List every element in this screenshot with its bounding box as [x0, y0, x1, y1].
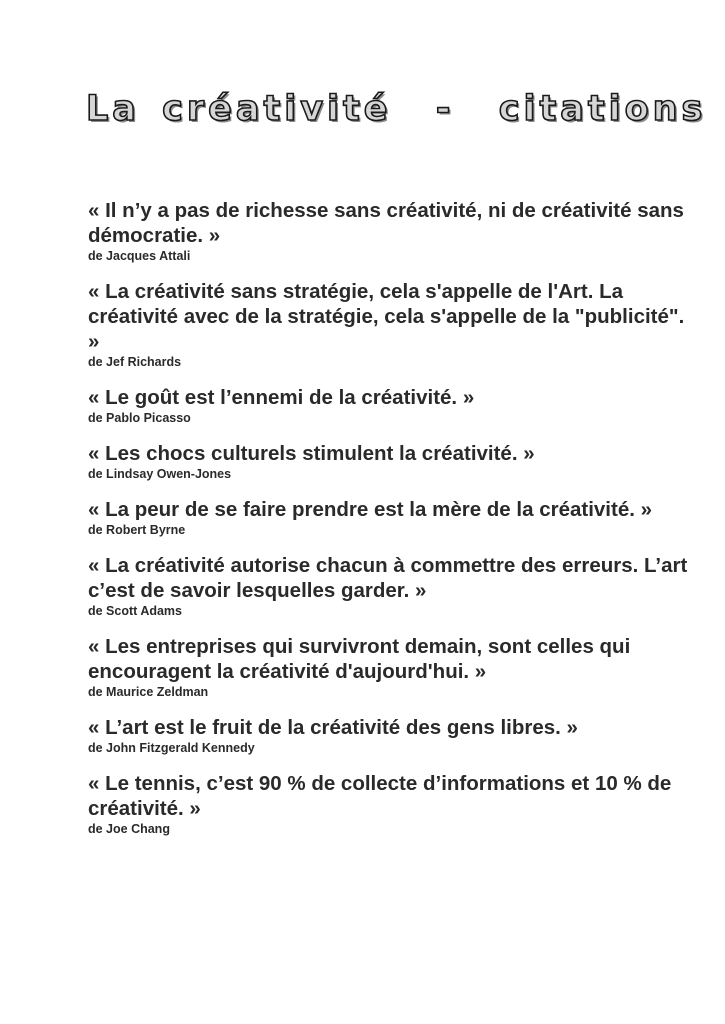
quote-author: de Lindsay Owen-Jones: [88, 467, 232, 481]
quote-list: [88, 198, 688, 852]
quote-author: de Maurice Zeldman: [88, 685, 209, 699]
quote-item: [88, 198, 688, 264]
quote-author: de Robert Byrne: [88, 523, 186, 537]
quote-text: « Le tennis, c’est 90 % de collecte d’informations et 10 % de créativité. »: [88, 772, 672, 820]
quote-text: « L’art est le fruit de la créativité des gens libres. »: [88, 716, 578, 739]
quote-author: de Pablo Picasso: [88, 411, 191, 425]
quote-text: « Les entreprises qui survivront demain, sont celles qui encouragent la créativité d'aujourd'hui. »: [88, 635, 631, 683]
quote-text: « Le goût est l’ennemi de la créativité. »: [88, 386, 475, 409]
quote-author: de Joe Chang: [88, 822, 170, 836]
quote-item: [88, 634, 688, 700]
quote-item: [88, 497, 688, 538]
quote-text: « La créativité sans stratégie, cela s'appelle de l'Art. La créativité avec de la stratégie, cela s'appelle de la "publicité". »: [88, 280, 685, 353]
quote-item: [88, 771, 688, 837]
quote-author: de John Fitzgerald Kennedy: [88, 741, 255, 755]
page-title: La créativité - citations: [86, 89, 707, 129]
quote-item: [88, 441, 688, 482]
quote-author: de Jef Richards: [88, 355, 182, 369]
quote-item: [88, 279, 688, 370]
quote-text: « La créativité autorise chacun à commettre des erreurs. L’art c’est de savoir lesquelles garder. »: [88, 554, 688, 602]
quote-author: de Scott Adams: [88, 604, 183, 618]
quote-item: [88, 553, 688, 619]
quote-item: [88, 715, 688, 756]
quote-text: « Les chocs culturels stimulent la créativité. »: [88, 442, 535, 465]
quote-author: de Jacques Attali: [88, 249, 191, 263]
quote-text: « Il n’y a pas de richesse sans créativité, ni de créativité sans démocratie. »: [88, 199, 684, 247]
quote-text: « La peur de se faire prendre est la mère de la créativité. »: [88, 498, 653, 521]
quote-item: [88, 385, 688, 426]
